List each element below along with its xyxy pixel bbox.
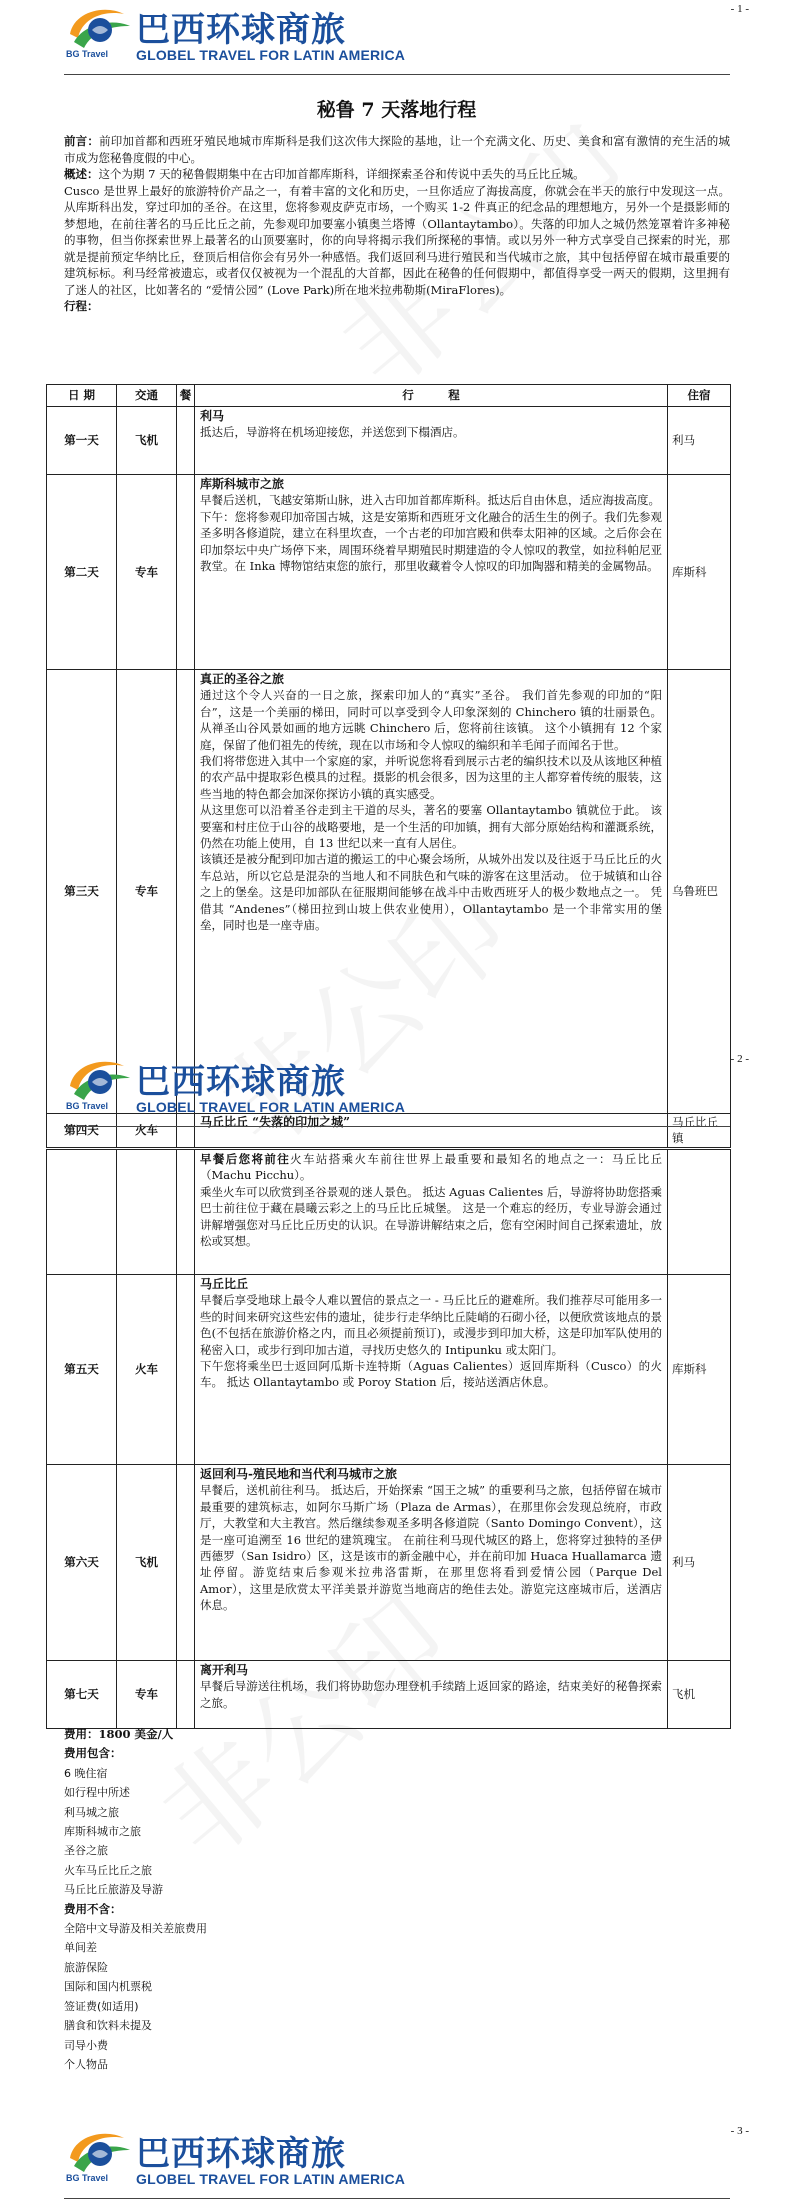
day-paragraph: 早餐后，送机前往利马。 抵达后，开始探索 “国王之城” 的重要利马之旅，包括停留在城市最重要的建筑标志，如阿尔马斯广场（Plaza de Armas），在那里你会发现总统府，市政厅，大教堂和大主教宫。然后继续参观圣多明各修道院（Santo Domingo Convent），这是一座可追溯至 16 世纪的建筑瑰宝。 在前往利马现代城区的路上，您将穿过独特的圣伊西德罗（San Isidro）区，这是该市的新金融中心，并在前印加 Huaca Huallamarca 遗址停留。游览结束后参观米拉弗洛雷斯，在那里您将看到爱情公园（Parque Del Amor），这里是欣赏太平洋美景并游览当地商店的绝佳去处。游览完这座城市后，送酒店休息。 (200, 1483, 662, 1613)
header-itinerary: 行 程 (195, 385, 668, 407)
list-item: 签证费(如适用) (64, 1999, 139, 2013)
list-item: 司导小费 (64, 2038, 108, 2052)
body-paragraph: Cusco 是世界上最好的旅游特价产品之一，有着丰富的文化和历史，一旦你适应了海拔高度，你就会在半天的旅行中发现这一点。从库斯科出发，穿过印加的圣谷。在这里，您将参观皮萨克市场，一个购买 1-2 件真正的纪念品的理想地方，另外一个是摄影师的梦想地，在前往著名的马丘比丘之前，先参观印加要塞小镇奥兰塔博（Ollantaytambo）。失落的印加人之城仍然笼罩着许多神秘的事物，但当你探索世界上最著名的山顶要塞时，你的向导将揭示我们所探秘的事情。或以另外一种方式享受自己探索的时光，那就是提前预定华纳比丘，登顶后相信你会有另外一种感悟。我们返回利马进行殖民和当代城市之旅，其中包括停留在城市最重要的建筑标标。利马经常被遗忘，或者仅仅被视为一个混乱的大首都，因此在秘鲁的任何假期中，都值得享受一两天的假期，这里拥有了迷人的社区，比如著名的 “爱情公园” (Love Park)所在地米拉弗勒斯(MiraFlores)。 (64, 183, 730, 297)
list-item: 如行程中所述 (64, 1786, 130, 1800)
day-label: 第二天 (47, 475, 117, 670)
list-item: 6 晚住宿 (64, 1766, 108, 1780)
header-stay: 住宿 (668, 385, 731, 407)
brand-logo (64, 2128, 406, 2190)
header-rule (64, 2198, 730, 2199)
brand-name-cn: 巴西环球商旅 (136, 1062, 346, 1102)
itinerary-cell (195, 1465, 668, 1661)
brand-name-cn: 巴西环球商旅 (136, 2134, 346, 2174)
itinerary-table-part2 (46, 1149, 731, 1729)
itinerary-cell (195, 670, 668, 1114)
day-paragraph: 下午：您将参观印加帝国古城，这是安第斯和西班牙文化融合的活生生的例子。我们先参观圣多明各修道院，建立在科里坎查，一个古老的印加宫殿和供奉太阳神的区域。之后你会在印加祭坛中央广场停下来，周围环绕着早期殖民时期建造的令人惊叹的教堂，如拉科帕尼亚教堂。在 Inka 博物馆结束您的旅行，那里收藏着令人惊叹的印加陶器和精美的金属物品。 (200, 509, 662, 574)
header-meal: 餐 (177, 385, 195, 407)
meal-cell (177, 670, 195, 1114)
table-row (47, 407, 731, 475)
table-row (47, 1661, 731, 1729)
table-row (47, 1114, 731, 1148)
page-number: - 3 - (730, 2125, 749, 2137)
day-paragraph: 下午您将乘坐巴士返回阿瓜斯卡连特斯（Aguas Calientes）返回库斯科（Cusco）的火车。 抵达 Ollantaytambo 或 Poroy Station 后，接站送酒店休息。 (200, 1359, 662, 1390)
page-number: - 2 - (730, 1053, 749, 1065)
preface-paragraph: 前言：前印加首都和西班牙殖民地城市库斯科是我们这次伟大探险的基地，让一个充满文化、历史、美食和富有激情的充生活的城市成为您秘鲁度假的中心。 (64, 134, 730, 165)
brand-short: BG Travel (66, 1101, 109, 1111)
transport-label: 火车 (117, 1275, 177, 1465)
brand-logo (64, 1056, 406, 1118)
document-title: 秘鲁 7 天落地行程 (316, 99, 477, 121)
day-label: 第七天 (47, 1661, 117, 1729)
fees-section (64, 1725, 564, 2074)
itinerary-cell (195, 1275, 668, 1465)
header-date: 日 期 (47, 385, 117, 407)
stay-label: 利马 (668, 407, 731, 475)
day-paragraph: 我们将带您进入其中一个家庭的家，并听说您将看到展示古老的编织技术以及从该地区种植的农产品中提取彩色模具的过程。摄影的机会很多，因为这里的主人都穿着传统的服装，这些当地的特色都会加深你探访小镇的真实感受。 (200, 754, 662, 801)
day-title: 马丘比丘 “失落的印加之城” (200, 1115, 350, 1129)
list-item: 单间差 (64, 1941, 97, 1955)
table-row (47, 670, 731, 1114)
day-paragraph: 抵达后，导游将在机场迎接您，并送您到下榻酒店。 (200, 425, 465, 440)
list-item: 旅游保险 (64, 1960, 108, 1974)
day-paragraph: 乘坐火车可以欣赏到圣谷景观的迷人景色。 抵达 Aguas Calientes 后，导游将协助您搭乘巴士前往位于藏在晨曦云彩之上的马丘比丘城堡。 这是一个难忘的经历，专业导游会通过讲解增强您对马丘比丘历史的认识。在导游讲解结束之后，您有空闲时间自己探索遗址，放松或冥想。 (200, 1184, 662, 1249)
stay-label: 库斯科 (668, 475, 731, 670)
itinerary-cell (195, 407, 668, 475)
list-item: 国际和国内机票税 (64, 1980, 152, 1994)
brand-name-cn: 巴西环球商旅 (136, 10, 346, 50)
page-number: - 1 - (730, 3, 749, 15)
meal-cell (177, 1275, 195, 1465)
include-label: 费用包含： (64, 1746, 122, 1761)
day-paragraph: 该镇还是被分配到印加古道的搬运工的中心聚会场所，从城外出发以及往返于马丘比丘的火车总站，所以它总是混杂的当地人和不同肤色和气味的游客在这里活动。 位于城镇和山谷之上的堡垒。这是印加部队在征服期间能够在战斗中击败西班牙人的极少数地点之一。 凭借其 “Andenes”（梯田拉到山坡上供农业使用），Ollantaytambo 是一个非常实用的堡垒，同时也是一座寺庙。 (200, 852, 662, 933)
meal-cell (177, 1661, 195, 1729)
table-row (47, 1275, 731, 1465)
meal-cell (177, 475, 195, 670)
globe-swoosh-icon (64, 1056, 134, 1104)
stay-label: 乌鲁班巴 (668, 670, 731, 1114)
day-title: 离开利马 (200, 1663, 249, 1677)
list-item: 全陪中文导游及相关差旅费用 (64, 1922, 207, 1936)
overview-paragraph: 概述：这个为期 7 天的秘鲁假期集中在古印加首都库斯科，详细探索圣谷和传说中丢失的马丘比丘城。 (64, 167, 585, 181)
transport-label: 飞机 (117, 407, 177, 475)
header-transport: 交通 (117, 385, 177, 407)
transport-label: 专车 (117, 1661, 177, 1729)
meal-cell (177, 1465, 195, 1661)
day-title: 利马 (200, 409, 225, 423)
table-row (47, 1150, 731, 1275)
transport-label: 专车 (117, 670, 177, 1114)
day-label (47, 1150, 117, 1275)
list-item: 利马城之旅 (64, 1805, 119, 1819)
list-item: 库斯科城市之旅 (64, 1825, 141, 1839)
table-row (47, 475, 731, 670)
globe-swoosh-icon (64, 2128, 134, 2176)
day-label: 第三天 (47, 670, 117, 1114)
day-label: 第四天 (47, 1114, 117, 1148)
day-label: 第五天 (47, 1275, 117, 1465)
stay-label (668, 1150, 731, 1275)
day-title: 真正的圣谷之旅 (200, 672, 285, 686)
globe-swoosh-icon (64, 4, 134, 52)
itinerary-cell (195, 1114, 668, 1148)
table-header-row (47, 385, 731, 407)
day-paragraph: 早餐后送机，飞越安第斯山脉，进入古印加首都库斯科。抵达后自由休息，适应海拔高度。 (200, 493, 660, 508)
itinerary-cell (195, 1661, 668, 1729)
meal-cell (177, 1150, 195, 1275)
list-item: 圣谷之旅 (64, 1844, 108, 1858)
brand-short: BG Travel (66, 2173, 109, 2183)
transport-label: 专车 (117, 475, 177, 670)
stay-label: 马丘比丘镇 (668, 1114, 731, 1148)
brand-logo (64, 4, 406, 66)
table-row (47, 1465, 731, 1661)
transport-label: 火车 (117, 1114, 177, 1148)
cost-line: 费用：1800 美金/人 (64, 1727, 174, 1741)
stay-label: 飞机 (668, 1661, 731, 1729)
day-title: 库斯科城市之旅 (200, 477, 285, 491)
brand-name-en: GLOBEL TRAVEL FOR LATIN AMERICA (136, 2171, 406, 2187)
stay-label: 库斯科 (668, 1275, 731, 1465)
day-label: 第六天 (47, 1465, 117, 1661)
list-item: 个人物品 (64, 2057, 108, 2071)
day-paragraph: 早餐后享受地球上最令人难以置信的景点之一 - 马丘比丘的避难所。我们推荐尽可能用多一些的时间来研究这些宏伟的遗址，徒步行走华纳比丘陡峭的石砌小径，以便欣赏该地点的景色(不包括在旅游价格之内，而且必须提前预订)，或漫步到印加大桥，这是印加军队使用的秘密入口，或步行到印加古道，寻找历史悠久的 Intipunku 或太阳门。 (200, 1293, 662, 1357)
brand-name-en: GLOBEL TRAVEL FOR LATIN AMERICA (136, 1099, 406, 1115)
meal-cell (177, 407, 195, 475)
meal-cell (177, 1114, 195, 1148)
stay-label: 利马 (668, 1465, 731, 1661)
day-paragraph: 通过这个令人兴奋的一日之旅，探索印加人的“真实”圣谷。 我们首先参观的印加的“阳台”，这是一个美丽的梯田，同时可以享受到令人印象深刻的 Chinchero 镇的壮丽景色。 从禅圣山谷风景如画的地方远眺 Chinchero 后，您将前往该镇。 这个小镇拥有 12 个家庭，保留了他们祖先的传统，现在以市场和令人惊叹的编织和羊毛闻子而闻名于世。 (200, 688, 662, 752)
itinerary-cell (195, 1150, 668, 1275)
header-rule (64, 74, 730, 75)
day-title: 返回利马-殖民地和当代利马城市之旅 (200, 1467, 397, 1481)
transport-label: 飞机 (117, 1465, 177, 1661)
day-paragraph: 从这里您可以沿着圣谷走到主干道的尽头，著名的要塞 Ollantaytambo 镇就位于此。 该要塞和村庄位于山谷的战略要地，是一个生活的印加镇，拥有大部分原始结构和灌溉系统，仍然在功能上使用，自 13 世纪以来一直有人居住。 (200, 803, 662, 851)
list-item: 膳食和饮料未提及 (64, 2019, 152, 2033)
day-label: 第一天 (47, 407, 117, 475)
itinerary-label: 行程： (64, 299, 99, 313)
list-item: 火车马丘比丘之旅 (64, 1863, 152, 1877)
brand-name-en: GLOBEL TRAVEL FOR LATIN AMERICA (136, 47, 406, 63)
header-rule (64, 1126, 730, 1127)
day-title: 马丘比丘 (200, 1277, 249, 1291)
itinerary-table-part1 (46, 384, 731, 1148)
day-paragraph: 早餐后导游送往机场，我们将协助您办理登机手续踏上返回家的路途，结束美好的秘鲁探索之旅。 (200, 1679, 662, 1710)
itinerary-cell (195, 475, 668, 670)
transport-label (117, 1150, 177, 1275)
day-paragraph: 早餐后您将前往火车站搭乘火车前往世界上最重要和最知名的地点之一：马丘比丘（Machu Picchu）。 (200, 1152, 663, 1183)
brand-short: BG Travel (66, 49, 109, 59)
list-item: 马丘比丘旅游及导游 (64, 1883, 163, 1897)
intro-section (64, 133, 730, 315)
exclude-label: 费用不含： (64, 1901, 122, 1916)
